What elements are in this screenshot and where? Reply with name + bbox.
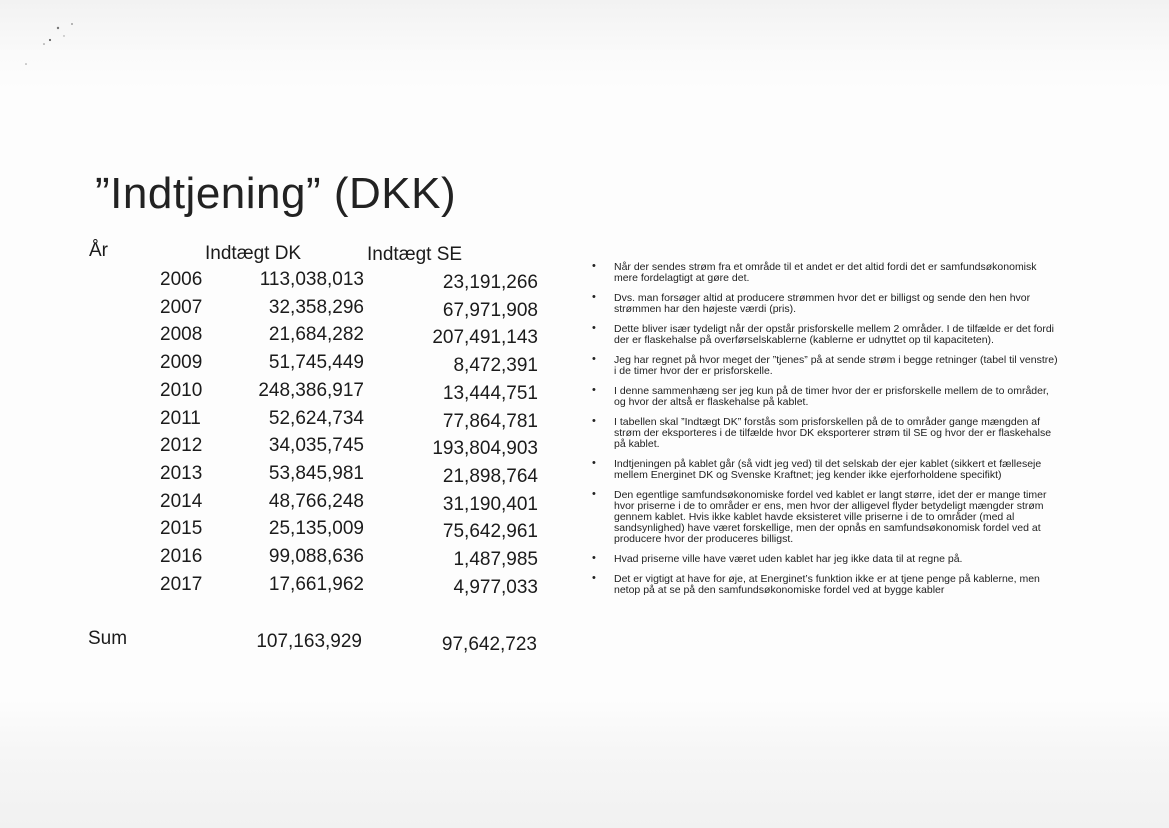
- income-dk-cell: 113,038,013: [259, 269, 364, 290]
- bullet-item: • Dvs. man forsøger altid at producere strømmen hvor det er billigst og sende den hen hvor strømmen har den højeste værdi (pris).: [592, 293, 1062, 315]
- sum-label: Sum: [88, 628, 128, 649]
- income-dk-cell: 17,661,962: [268, 573, 364, 595]
- table-row: [0, 518, 560, 546]
- income-dk-cell: 48,766,248: [268, 490, 364, 512]
- income-dk-cell: 25,135,009: [268, 518, 364, 540]
- income-se-cell: 31,190,401: [442, 493, 538, 515]
- bullet-item: • Det er vigtigt at have for øje, at Energinet’s funktion ikke er at tjene penge på kablerne, men netop på at se på den samfundsøkonomiske fordel ved at bygge kabler: [592, 574, 1062, 596]
- year-cell: 2007: [160, 296, 203, 318]
- income-dk-cell: 21,684,282: [268, 324, 364, 346]
- bullet-item: • Dette bliver især tydeligt når der opstår prisforskelle mellem 2 områder. I de tilfælde er det fordi der er flaskehalse på overførselskablerne (kablerne er udnyttet op til kapaciteten).: [592, 324, 1062, 346]
- year-cell: 2009: [160, 352, 203, 374]
- table-row: [0, 297, 560, 325]
- year-cell: 2016: [160, 546, 203, 567]
- page-title: ”Indtjening” (DKK): [95, 169, 457, 219]
- income-se-cell: 8,472,391: [453, 355, 538, 377]
- year-cell: 2012: [160, 435, 203, 457]
- income-se-cell: 207,491,143: [432, 327, 538, 349]
- bullet-item: • Indtjeningen på kablet går (så vidt jeg ved) til det selskab der ejer kablet (sikkert et fælleseje mellem Energinet DK og Svenske Kraftnet; jeg kender ikke ejerforholdene specifikt): [592, 459, 1062, 481]
- bullet-item: • Den egentlige samfundsøkonomiske fordel ved kablet er langt større, idet der er mange timer hvor priserne i de to områder er ens, men hvor der alligevel flyder betydeligt mængder strøm gennem kablet. Hvis ikke kablet havde eksisteret ville priserne i de to områder (med al sandsynlighed) have været forskellige, men der opnås en samfundsøkonomisk fordel ved at producere hvor der produceres billigst.: [592, 490, 1062, 545]
- income-dk-cell: 53,845,981: [268, 462, 364, 484]
- table-row: [0, 380, 560, 408]
- table-row: [0, 491, 560, 519]
- year-cell: 2006: [160, 269, 203, 290]
- bullet-item: • I denne sammenhæng ser jeg kun på de timer hvor der er prisforskelle mellem de to områder, og hvor der altså er flaskehalse på kablet.: [592, 386, 1062, 408]
- income-se-cell: 13,444,751: [442, 382, 538, 404]
- bullet-item: • Jeg har regnet på hvor meget der ”tjenes” på at sende strøm i begge retninger (tabel til venstre) i de timer hvor der er prisforskelle.: [592, 355, 1062, 377]
- year-cell: 2017: [160, 573, 203, 595]
- income-se-cell: 193,804,903: [432, 438, 538, 460]
- year-cell: 2010: [160, 379, 203, 401]
- sum-income-se: 97,642,723: [441, 634, 537, 655]
- year-cell: 2011: [160, 407, 201, 429]
- explanation-bullet-list: [592, 262, 1062, 605]
- income-dk-cell: 32,358,296: [268, 296, 364, 318]
- table-row: [0, 269, 560, 297]
- income-se-cell: 21,898,764: [442, 465, 538, 487]
- year-cell: 2014: [160, 490, 203, 512]
- income-se-cell: 1,487,985: [453, 549, 538, 570]
- table-row: [0, 408, 560, 436]
- income-se-cell: 77,864,781: [442, 410, 538, 432]
- table-row: [0, 574, 560, 602]
- bullet-item: • I tabellen skal ”Indtægt DK” forstås som prisforskellen på de to områder gange mængden af strøm der eksporteres i de tilfælde hvor DK eksporterer strøm til SE og hvor der er flaskehalse på kablet.: [592, 417, 1062, 450]
- sum-income-dk: 107,163,929: [256, 631, 362, 652]
- income-dk-cell: 248,386,917: [258, 379, 364, 401]
- income-se-cell: 75,642,961: [442, 521, 538, 543]
- income-se-cell: 4,977,033: [453, 576, 538, 598]
- income-se-cell: 67,971,908: [442, 299, 538, 321]
- bullet-item: • Hvad priserne ville have været uden kablet har jeg ikke data til at regne på.: [592, 554, 1062, 565]
- bullet-item: • Når der sendes strøm fra et område til et andet er det altid fordi det er samfundsøkonomisk mere fordelagtigt at gøre det.: [592, 262, 1062, 284]
- year-cell: 2015: [160, 518, 203, 540]
- table-row: [0, 352, 560, 380]
- income-dk-cell: 51,745,449: [268, 352, 364, 374]
- income-dk-cell: 99,088,636: [268, 546, 364, 567]
- scan-shadow-bottom: [0, 700, 1169, 828]
- scan-shadow-top: [0, 0, 1169, 90]
- income-se-cell: 23,191,266: [442, 272, 538, 293]
- column-header-income-dk: Indtægt DK: [205, 243, 302, 264]
- table-row: [0, 435, 560, 463]
- year-cell: 2013: [160, 462, 203, 484]
- year-cell: 2008: [160, 324, 203, 346]
- income-dk-cell: 34,035,745: [268, 435, 364, 457]
- scan-specks: [20, 18, 90, 78]
- column-header-year: År: [89, 240, 108, 261]
- table-row: [0, 546, 560, 574]
- table-row: [0, 324, 560, 352]
- income-dk-cell: 52,624,734: [268, 407, 364, 429]
- column-header-income-se: Indtægt SE: [367, 244, 463, 265]
- table-row: [0, 463, 560, 491]
